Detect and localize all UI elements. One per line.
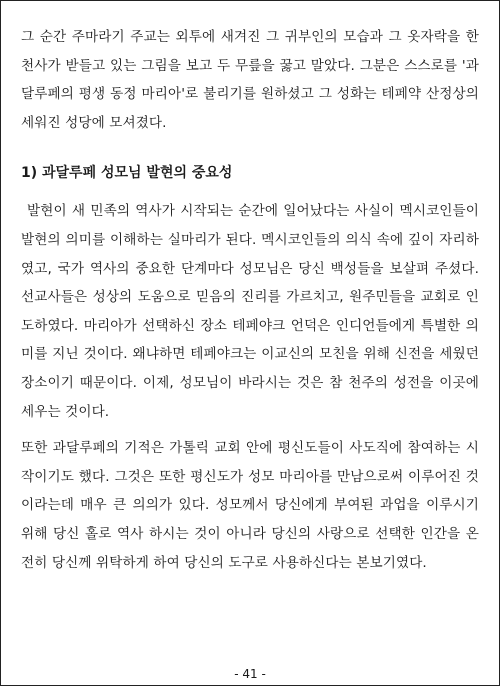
intro-paragraph: 그 순간 주마라기 주교는 외투에 새겨진 그 귀부인의 모습과 그 옷자락을 한 천사가 받들고 있는 그림을 보고 두 무릎을 꿇고 말았다. 그분은 스스로를 '과달루페의 평생 동정 마리아'로 불리기를 원하셨고 그 성화는 테페약 산정상의 세워진 성당에 모셔졌다. <box>21 29 479 131</box>
section-heading: 1) 과달루페 성모님 발현의 중요성 <box>21 165 233 182</box>
page-number: - 41 - <box>234 667 266 681</box>
apparition-paragraph: 발현이 새 민족의 역사가 시작되는 순간에 일어났다는 사실이 멕시코인들이 발현의 의미를 이해하는 실마리가 된다. 멕시코인들의 의식 속에 깊이 자리하였고, 국가 역사의 중요한 단계마다 성모님은 당신 백성들을 보살펴 주셨다. 선교사들은 성상의 도움으로 믿음의 진리를 가르치고, 원주민들을 교회로 인도하였다. 마리아가 선택하신 장소 테페야크 언덕은 인디언들에게 특별한 의미를 지닌 것이다. 왜냐하면 테페야크는 이교신의 모친을 위해 신전을 세웠던 장소이기 때문이다. 이제, 성모님이 바라시는 것은 참 천주의 성전을 이곳에 세우는 것이다. <box>21 203 479 420</box>
body-text <box>21 23 479 577</box>
miracle-paragraph: 또한 과달루페의 기적은 가톨릭 교회 안에 평신도들이 사도직에 참여하는 시작이기도 했다. 그것은 또한 평신도가 성모 마리아를 만남으로써 이루어진 것이라는데 매우 큰 의의가 있다. 성모께서 당신에게 부여된 과업을 이루시기 위해 당신 홀로 역사 하시는 것이 아니라 당신의 사랑으로 선택한 인간을 온전히 당신께 위탁하게 하여 당신의 도구로 사용하신다는 본보기였다. <box>21 440 479 571</box>
